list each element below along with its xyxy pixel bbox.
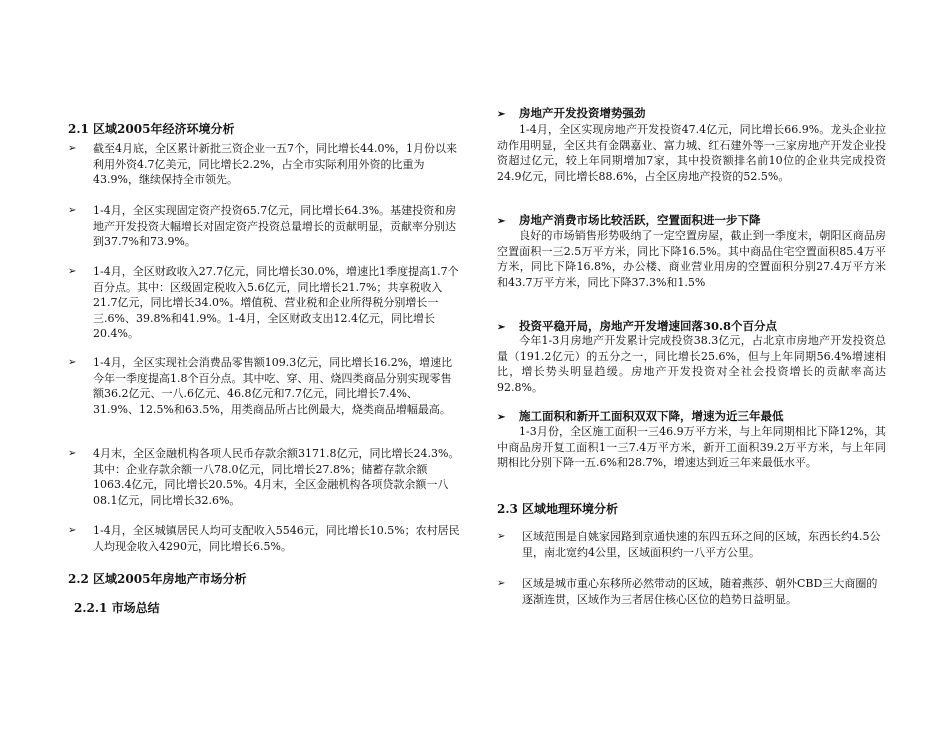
bullet-text: 截至4月底，全区累计新批三资企业一五7个，同比增长44.0%，1月份以来利用外资4.7亿美元，同比增长2.2%，占全市实际利用外资的比重为43.9%，继续保持全市领先。 (93, 142, 457, 186)
arrow-bullet-icon: ➢ (68, 357, 77, 368)
subheading (497, 212, 761, 228)
section-heading-2-1: 2.1 区域2005年经济环境分析 (68, 122, 235, 136)
bullet-text: 区域是城市重心东移所必然带动的区域，随着燕莎、朝外CBD三大商圈的逐渐连贯，区域作为三者居住核心区位的趋势日益明显。 (522, 577, 878, 606)
list-item (68, 141, 462, 188)
subheading (497, 408, 784, 424)
arrow-bullet-icon: ➢ (497, 578, 506, 589)
bullet-text: 4月末，全区金融机构各项人民币存款余额3171.8亿元，同比增长24.3%。其中：企业存款余额一八78.0亿元，同比增长27.8%；储蓄存款余额1063.4亿元，同比增长20.5%。4月末，全区金融机构各项贷款余额一八08.1亿元，同比增长32.6%。 (93, 447, 460, 507)
arrow-bullet-icon: ➢ (497, 531, 506, 542)
subheading (497, 105, 646, 121)
paragraph-text: 良好的市场销售形势吸纳了一定空置房屋，截止到一季度末，朝阳区商品房空置面积一三2.5万平方米，同比下降16.5%。其中商品住宅空置面积85.4万平方米，同比下降16.8%，办公楼、商业营业用房的空置面积分别27.4万平方米和43.7万平方米，同比下降37.3%和1.5% (497, 229, 886, 289)
list-item (68, 446, 462, 508)
arrow-bullet-icon: ➢ (497, 109, 506, 120)
arrow-bullet-icon: ➢ (68, 525, 77, 536)
section-heading-2-3: 2.3 区域地理环境分析 (497, 502, 619, 516)
bullet-text: 区域范围是自姚家园路到京通快速的东四五环之间的区域，东西长约4.5公里，南北宽约4公里，区域面积约一八平方公里。 (522, 530, 881, 559)
bullet-text: 1-4月，全区财政收入27.7亿元，同比增长30.0%，增速比1季度提高1.7个百分点。其中：区级固定税收入5.6亿元，同比增长21.7%；共享税收入21.7亿元，同比增长34.0%。增值税、营业税和企业所得税分别增长一三.6%、39.8%和41.9%。1-4月，全区财政支出12.4亿元，同比增长20.4%。 (93, 265, 459, 340)
arrow-bullet-icon: ➢ (68, 143, 77, 154)
list-item (497, 529, 886, 560)
paragraph (497, 122, 886, 184)
paragraph (497, 424, 886, 471)
arrow-bullet-icon: ➢ (68, 266, 77, 277)
paragraph-text: 今年1-3月房地产开发累计完成投资38.3亿元，占北京市房地产开发投资总量（191.2亿元）的五分之一，同比增长25.6%，但与上年同期56.4%增速相比，增长势头明显趋缓。房地产开发投资对全社会投资增长的贡献率高达92.8%。 (497, 334, 886, 394)
section-heading-2-2-1: 2.2.1 市场总结 (74, 601, 160, 615)
list-item (68, 203, 462, 250)
subheading-text: 房地产开发投资增势强劲 (519, 106, 646, 120)
list-item (497, 576, 886, 607)
paragraph-text: 1-3月份，全区施工面积一三46.9万平方米，与上年同期相比下降12%，其中商品房开复工面积1一三7.4万平方米，新开工面积39.2万平方米，与上年同期相比分别下降一五.6%和28.7%，增速达到近三年来最低水平。 (497, 425, 886, 469)
arrow-bullet-icon: ➢ (68, 205, 77, 216)
arrow-bullet-icon: ➢ (497, 216, 506, 227)
arrow-bullet-icon: ➢ (497, 322, 506, 333)
arrow-bullet-icon: ➢ (68, 448, 77, 459)
list-item (68, 355, 462, 417)
arrow-bullet-icon: ➢ (497, 412, 506, 423)
subheading-text: 施工面积和新开工面积双双下降，增速为近三年最低 (519, 409, 784, 423)
paragraph (497, 333, 886, 395)
list-item (68, 523, 462, 554)
subheading (497, 318, 777, 334)
bullet-text: 1-4月，全区城镇居民人均可支配收入5546元，同比增长10.5%；农村居民人均现金收入4290元，同比增长6.5%。 (93, 524, 460, 553)
bullet-text: 1-4月，全区实现社会消费品零售额109.3亿元，同比增长16.2%，增速比今年一季度提高1.8个百分点。其中吃、穿、用、烧四类商品分别实现零售额36.2亿元、一八.6亿元、46.8亿元和7.7亿元，同比增长7.4%、31.9%、12.5%和63.5%，用类商品所占比例最大，烧类商品增幅最高。 (93, 356, 453, 416)
paragraph-text: 1-4月，全区实现房地产开发投资47.4亿元，同比增长66.9%。龙头企业拉动作用明显，全区共有金隅嘉业、富力城、红石建外等一三家房地产开发企业投资超过亿元，较上年同期增加7家，其中投资额排名前10位的企业共完成投资24.9亿元，同比增长88.6%，占全区房地产投资的52.5%。 (497, 123, 886, 183)
list-item (68, 264, 462, 342)
section-heading-2-2: 2.2 区域2005年房地产市场分析 (68, 572, 247, 586)
paragraph (497, 228, 886, 290)
subheading-text: 房地产消费市场比较活跃，空置面积进一步下降 (519, 213, 761, 227)
subheading-text: 投资平稳开局，房地产开发增速回落30.8个百分点 (519, 319, 778, 333)
bullet-text: 1-4月，全区实现固定资产投资65.7亿元，同比增长64.3%。基建投资和房地产开发投资大幅增长对固定资产投资总量增长的贡献明显，贡献率分别达到37.7%和73.9%。 (93, 204, 457, 248)
